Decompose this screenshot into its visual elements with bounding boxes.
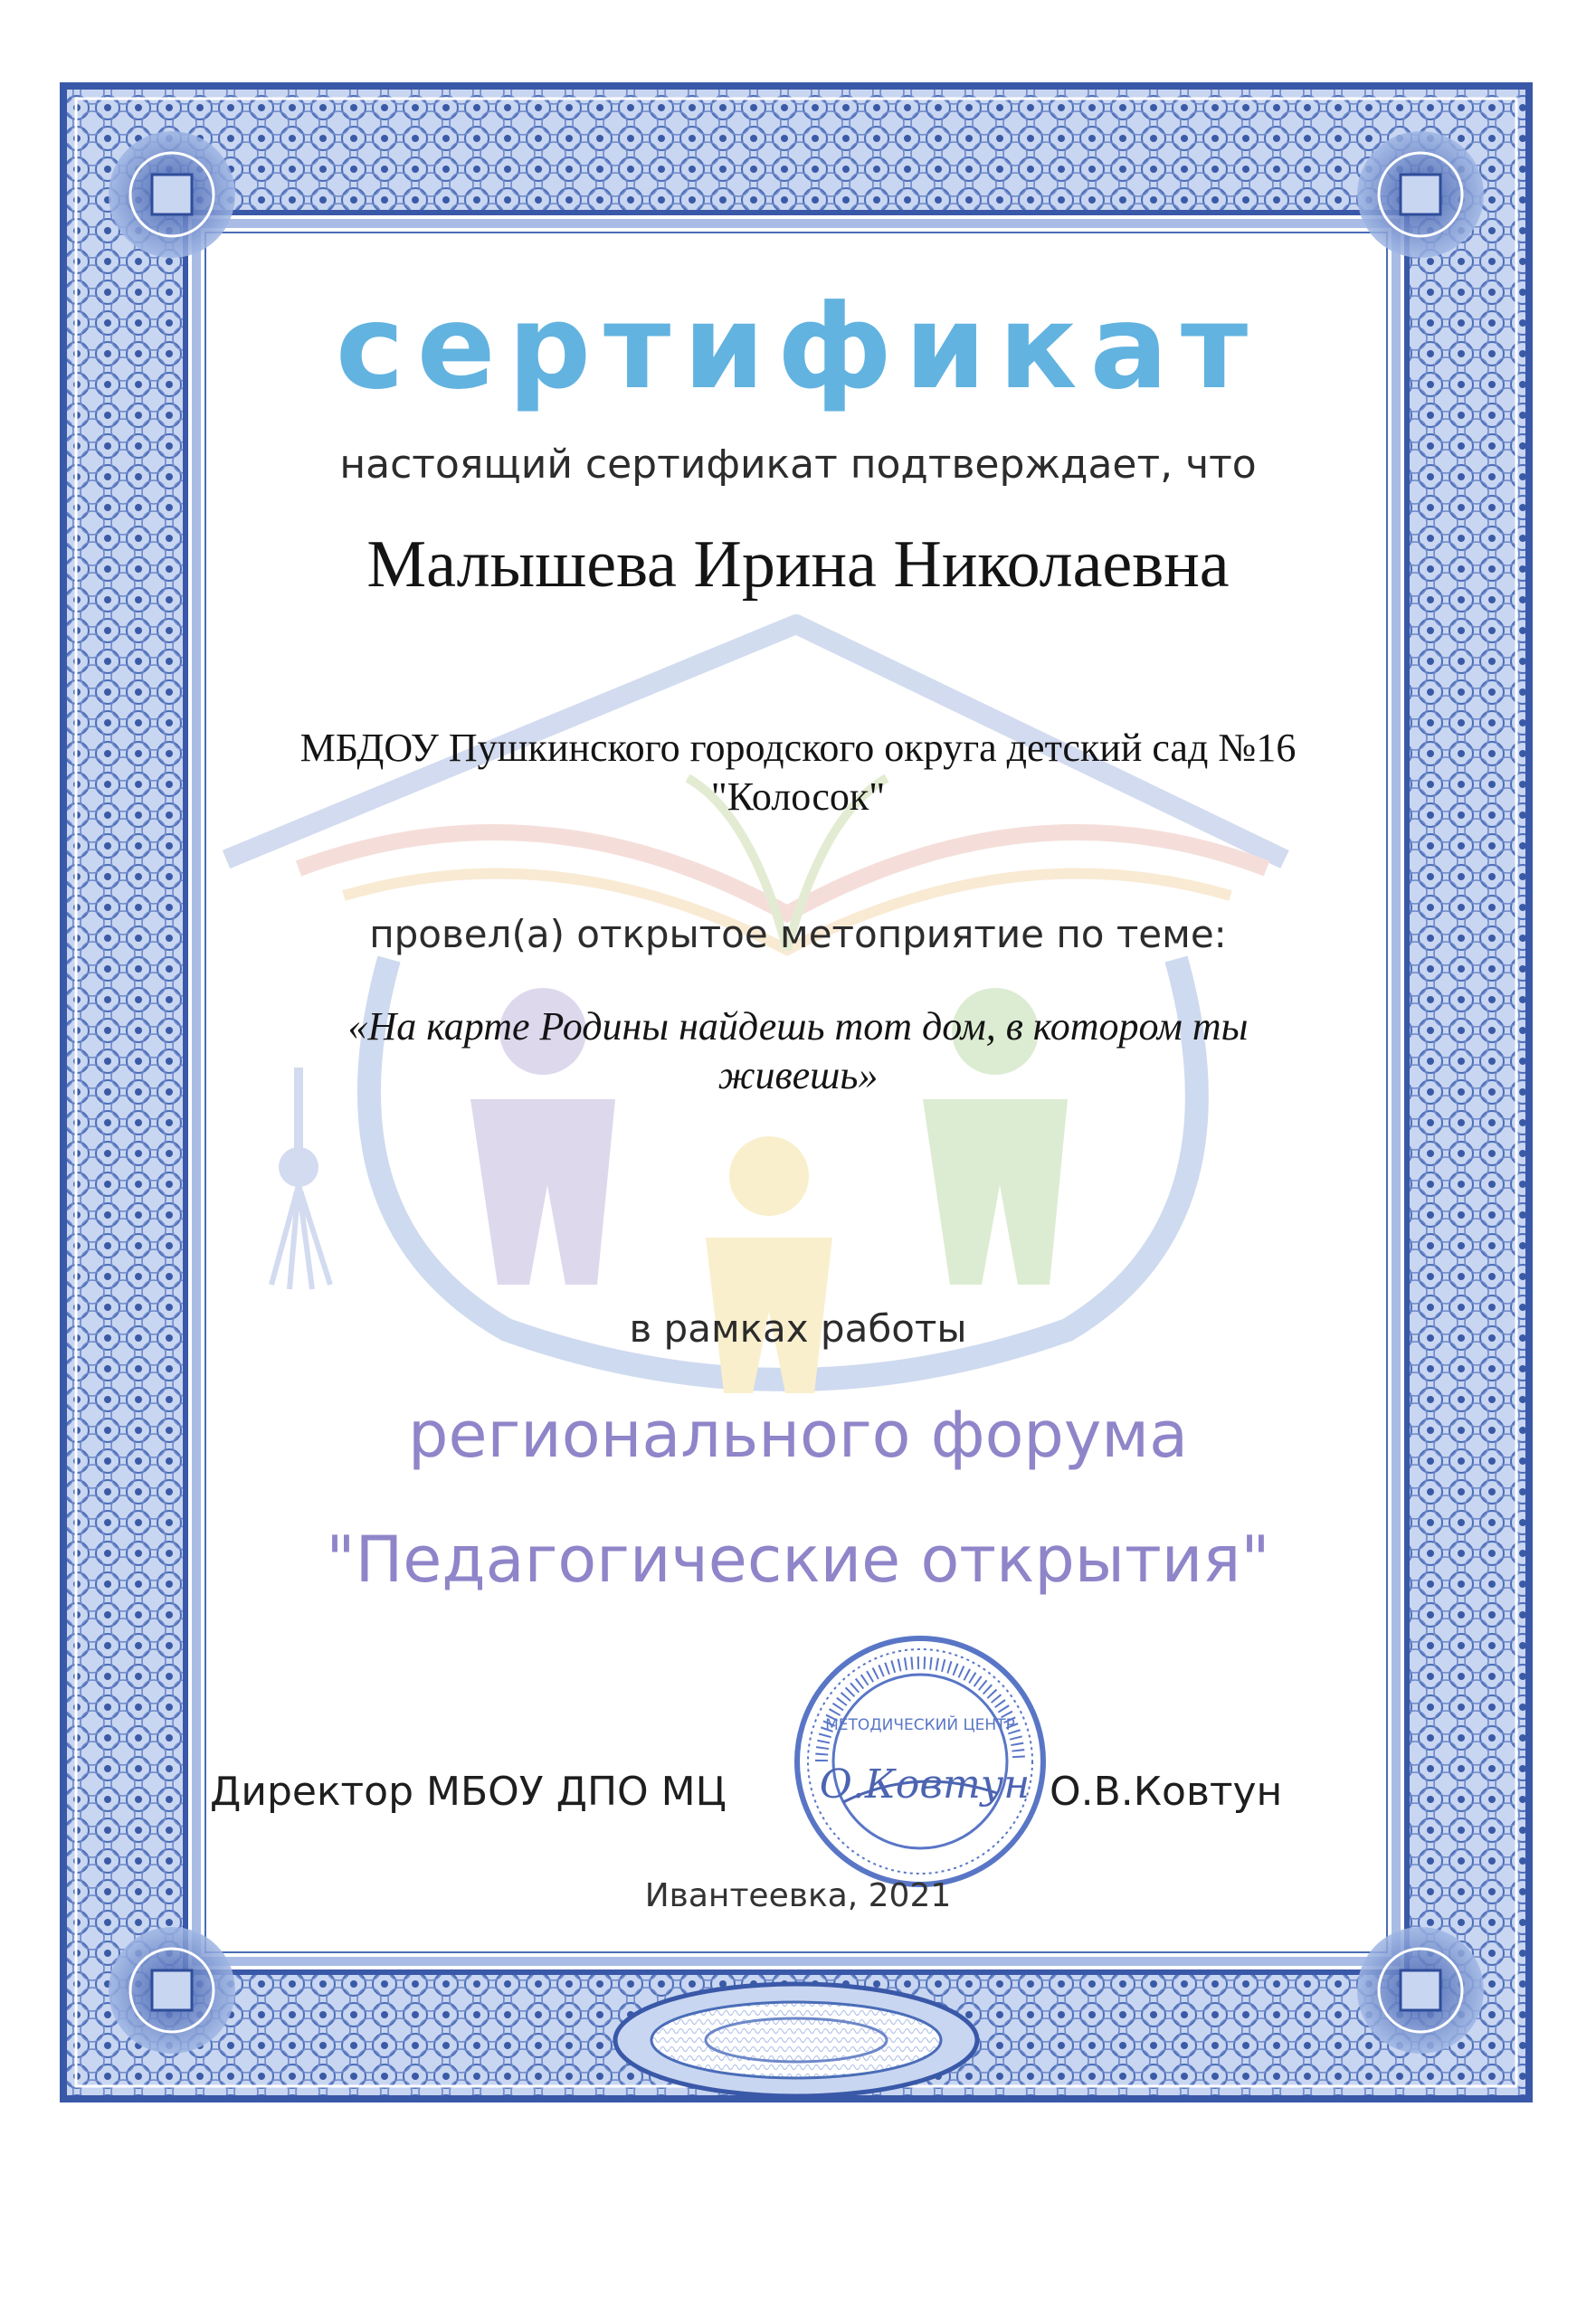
recipient-name: Малышева Ирина Николаевна xyxy=(366,527,1230,602)
official-stamp xyxy=(789,1630,1051,1893)
forum-name-line-2: "Педагогические открытия" xyxy=(326,1523,1270,1597)
topic-title-text: «На карте Родины найдешь тот дом, в котором ты живешь» xyxy=(347,1004,1249,1097)
event-line: провел(а) открытое метоприятие по теме: xyxy=(369,912,1227,956)
framework-line: в рамках работы xyxy=(629,1306,967,1351)
confirmation-line: настоящий сертификат подтверждает, что xyxy=(339,441,1257,488)
organization-name xyxy=(0,724,1596,821)
signature: О.Ковтун xyxy=(819,1761,1031,1808)
forum-name-line-1: регионального форума xyxy=(408,1398,1188,1472)
place-and-date: Ивантеевка, 2021 xyxy=(644,1877,952,1914)
stamp-text: МЕТОДИЧЕСКИЙ ЦЕНТР xyxy=(825,1716,1015,1734)
topic-title xyxy=(0,1002,1596,1100)
certificate-title: сертификат xyxy=(335,280,1261,415)
organization-name-text: МБДОУ Пушкинского городского округа детский сад №16 "Колосок" xyxy=(299,726,1297,819)
director-name: О.В.Ковтун xyxy=(1050,1769,1283,1815)
director-title: Директор МБОУ ДПО МЦ xyxy=(210,1769,727,1815)
